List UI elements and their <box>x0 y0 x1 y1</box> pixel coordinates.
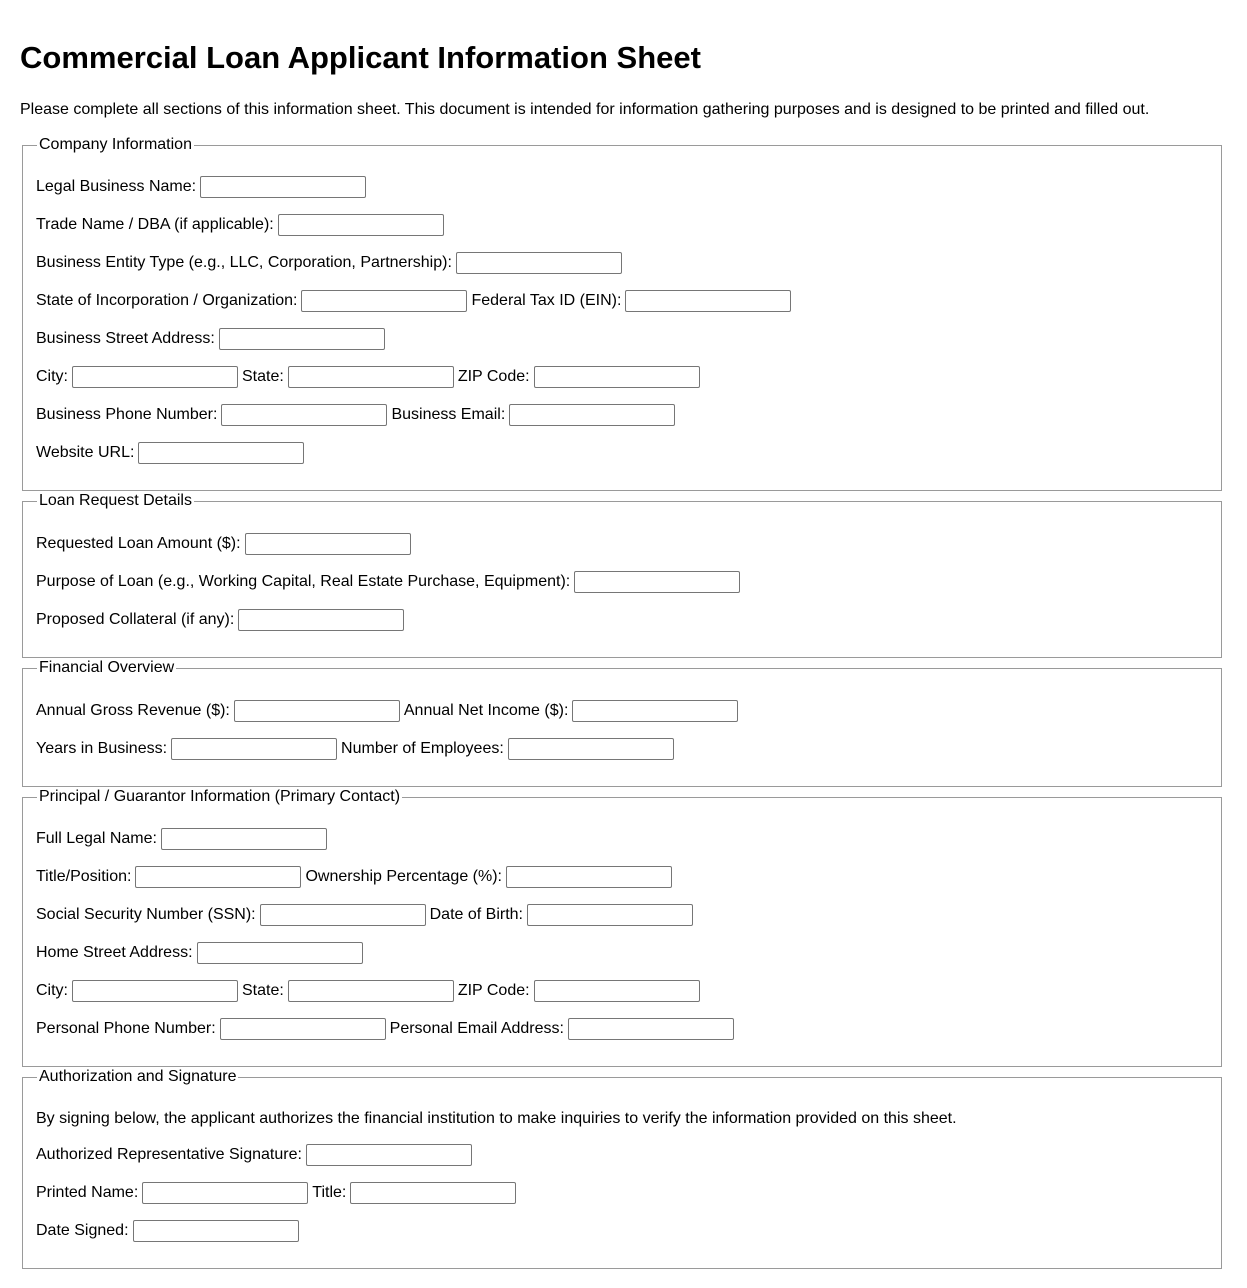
printed-name-label: Printed Name: <box>36 1184 139 1201</box>
signature-label: Authorized Representative Signature: <box>36 1146 302 1163</box>
date-signed-field[interactable] <box>133 1220 299 1242</box>
business-phone-label: Business Phone Number: <box>36 406 218 423</box>
incorporation-row <box>36 290 795 312</box>
employees-label: Number of Employees: <box>341 740 504 757</box>
business-city-row <box>36 366 704 388</box>
loan-purpose-row <box>36 571 744 593</box>
business-street-row <box>36 328 389 350</box>
title-position-field[interactable] <box>135 866 301 888</box>
entity-type-field[interactable] <box>456 252 622 274</box>
signature-row <box>36 1144 476 1166</box>
state-of-incorporation-label: State of Incorporation / Organization: <box>36 292 298 309</box>
collateral-row <box>36 609 408 631</box>
business-street-label: Business Street Address: <box>36 330 215 347</box>
dob-label: Date of Birth: <box>429 906 523 923</box>
business-phone-field[interactable] <box>221 404 387 426</box>
loan-amount-field[interactable] <box>245 533 411 555</box>
ein-field[interactable] <box>625 290 791 312</box>
company-information-section <box>22 136 1222 491</box>
ownership-field[interactable] <box>506 866 672 888</box>
personal-email-field[interactable] <box>568 1018 734 1040</box>
business-email-field[interactable] <box>509 404 675 426</box>
ssn-row <box>36 904 697 926</box>
trade-name-row <box>36 214 448 236</box>
date-signed-label: Date Signed: <box>36 1222 129 1239</box>
years-in-business-label: Years in Business: <box>36 740 168 757</box>
personal-email-label: Personal Email Address: <box>389 1020 564 1037</box>
signature-field[interactable] <box>306 1144 472 1166</box>
intro-text: Please complete all sections of this information sheet. This document is intended for information gathering purposes and is designed to be printed and filled out. <box>20 101 1150 118</box>
home-zip-label: ZIP Code: <box>457 982 530 999</box>
title-ownership-row <box>36 866 676 888</box>
personal-contact-row <box>36 1018 738 1040</box>
home-street-label: Home Street Address: <box>36 944 193 961</box>
home-zip-field[interactable] <box>534 980 700 1002</box>
website-label: Website URL: <box>36 444 135 461</box>
years-row <box>36 738 678 760</box>
website-row <box>36 442 308 464</box>
collateral-field[interactable] <box>238 609 404 631</box>
financial-overview-section <box>22 659 1222 787</box>
principal-legend: Principal / Guarantor Information (Primary Contact) <box>39 788 401 805</box>
authorization-legend: Authorization and Signature <box>39 1068 237 1085</box>
home-state-field[interactable] <box>288 980 454 1002</box>
printed-name-row <box>36 1182 520 1204</box>
authorization-statement: By signing below, the applicant authorizes the financial institution to make inquiries to verify the information provided on this sheet. <box>36 1110 957 1127</box>
net-income-field[interactable] <box>572 700 738 722</box>
home-city-label: City: <box>36 982 68 999</box>
full-name-label: Full Legal Name: <box>36 830 157 847</box>
gross-revenue-label: Annual Gross Revenue ($): <box>36 702 230 719</box>
loan-request-section <box>22 492 1222 658</box>
state-of-incorporation-field[interactable] <box>301 290 467 312</box>
legal-business-name-field[interactable] <box>200 176 366 198</box>
loan-amount-label: Requested Loan Amount ($): <box>36 535 241 552</box>
gross-revenue-field[interactable] <box>234 700 400 722</box>
company-information-legend: Company Information <box>39 136 192 153</box>
financial-overview-legend: Financial Overview <box>39 659 175 676</box>
home-state-label: State: <box>242 982 284 999</box>
trade-name-field[interactable] <box>278 214 444 236</box>
legal-business-name-row <box>36 176 370 198</box>
date-signed-row <box>36 1220 303 1242</box>
signer-title-label: Title: <box>312 1184 347 1201</box>
business-zip-field[interactable] <box>534 366 700 388</box>
employees-field[interactable] <box>508 738 674 760</box>
business-email-label: Business Email: <box>391 406 506 423</box>
business-city-label: City: <box>36 368 68 385</box>
net-income-label: Annual Net Income ($): <box>403 702 569 719</box>
ssn-field[interactable] <box>260 904 426 926</box>
full-name-field[interactable] <box>161 828 327 850</box>
revenue-row <box>36 700 742 722</box>
business-city-field[interactable] <box>72 366 238 388</box>
authorization-section <box>22 1068 1222 1269</box>
ein-label: Federal Tax ID (EIN): <box>471 292 622 309</box>
page-title: Commercial Loan Applicant Information Sheet <box>20 40 701 75</box>
website-field[interactable] <box>138 442 304 464</box>
business-street-field[interactable] <box>219 328 385 350</box>
entity-type-row <box>36 252 626 274</box>
business-zip-label: ZIP Code: <box>457 368 530 385</box>
home-street-field[interactable] <box>197 942 363 964</box>
loan-purpose-label: Purpose of Loan (e.g., Working Capital, Real Estate Purchase, Equipment): <box>36 573 571 590</box>
principal-section <box>22 788 1222 1067</box>
personal-phone-field[interactable] <box>220 1018 386 1040</box>
business-contact-row <box>36 404 679 426</box>
ssn-label: Social Security Number (SSN): <box>36 906 256 923</box>
home-city-field[interactable] <box>72 980 238 1002</box>
loan-amount-row <box>36 533 415 555</box>
title-position-label: Title/Position: <box>36 868 132 885</box>
business-state-field[interactable] <box>288 366 454 388</box>
home-street-row <box>36 942 367 964</box>
loan-request-legend: Loan Request Details <box>39 492 192 509</box>
home-city-row <box>36 980 704 1002</box>
collateral-label: Proposed Collateral (if any): <box>36 611 235 628</box>
entity-type-label: Business Entity Type (e.g., LLC, Corporation, Partnership): <box>36 254 452 271</box>
full-name-row <box>36 828 331 850</box>
business-state-label: State: <box>242 368 284 385</box>
trade-name-label: Trade Name / DBA (if applicable): <box>36 216 274 233</box>
loan-purpose-field[interactable] <box>574 571 740 593</box>
dob-field[interactable] <box>527 904 693 926</box>
years-in-business-field[interactable] <box>171 738 337 760</box>
personal-phone-label: Personal Phone Number: <box>36 1020 216 1037</box>
ownership-label: Ownership Percentage (%): <box>305 868 502 885</box>
legal-business-name-label: Legal Business Name: <box>36 178 197 195</box>
printed-name-field[interactable] <box>142 1182 308 1204</box>
signer-title-field[interactable] <box>350 1182 516 1204</box>
